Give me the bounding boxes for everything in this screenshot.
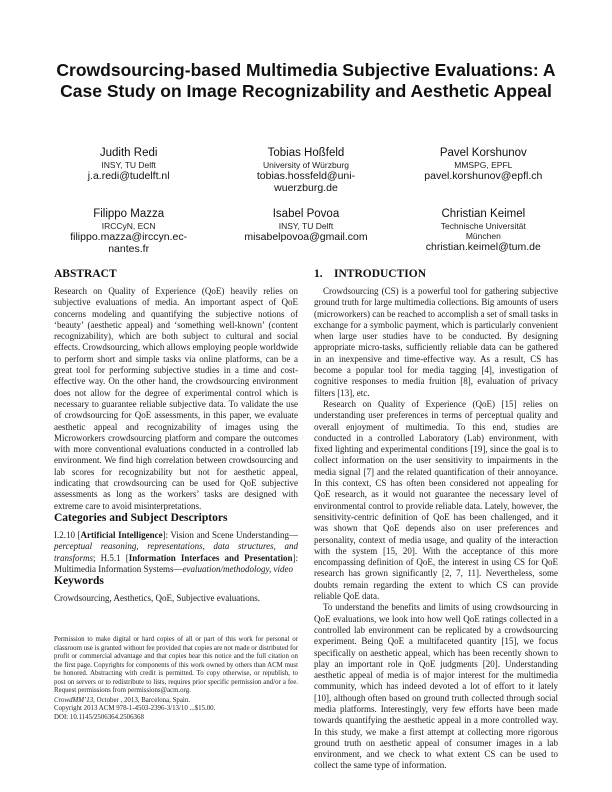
- author-name: Christian Keimel: [441, 208, 526, 220]
- author-affiliation: IRCCyN, ECN: [101, 221, 156, 231]
- authors-grid: [40, 147, 572, 255]
- author-block: [217, 147, 394, 194]
- intro-paragraph-3: To understand the benefits and limits of using crowdsourcing in QoE evaluations, we look into how well QoE ratings collected in a controlled lab environment can be replicated by a crowdsourcing experiment. Being QoE a multifaceted quantity [15], we focus specifically on aesthetic appeal, which has been recently shown to play an important role in QoE judgments [20]. Understanding aesthetic appeal of media is of major interest for the multimedia community, which has indeed devoted a lot of effort to it lately [10], although often based on ground truth collected through social media platforms. Interestingly, very few efforts have been made towards quantifying the aesthetic appeal in a more controlled way. In this study, we make a first attempt at collecting more rigorous ground truth on aesthetic appeal of consumer images in a lab environment, and we check to what extent CS can be used to collect the same type of information.: [314, 602, 558, 771]
- conference-date-location: October , 2013, Barcelona, Spain.: [94, 696, 191, 704]
- author-email: pavel.korshunov@epfl.ch: [424, 170, 543, 182]
- categories-run: ]: Vision and Scene Understanding—: [162, 529, 298, 540]
- author-block: [217, 208, 394, 255]
- author-email: j.a.redi@tudelft.nl: [87, 170, 170, 182]
- doi-line: DOI: 10.1145/2506364.2506368: [54, 713, 144, 721]
- author-affiliation: INSY, TU Delft: [101, 160, 156, 170]
- categories-heading: Categories and Subject Descriptors: [54, 511, 228, 524]
- categories-text: [54, 530, 298, 575]
- categories-run: ; H.5.1 [: [93, 552, 129, 563]
- abstract-text: Research on Quality of Experience (QoE) heavily relies on subjective evaluations of media. An important aspect of QoE concerns modeling and quantifying the subjective notions of ‘beauty’ (aesthetic appeal) and ‘something well-known’ (content recognizability), which are both subject to cultural and social effects. Crowdsourcing, which allows employing people worldwide to perform short and simple tasks via online platforms, can be a great tool for performing subjective studies in a time and cost-effective way. On the other hand, the crowdsourcing environment does not allow for the degree of experimental control which is necessary to guarantee reliable subjective data. To validate the use of crowdsourcing for QoE assessments, in this paper, we evaluate aesthetic appeal and recognizability of images using the Microworkers crowdsourcing platform and compare the outcomes with more conventional evaluations conducted in a controlled lab environment. We find high correlation between crowdsourcing and lab scores for recognizability but not for aesthetic appeal, indicating that crowdsourcing can be used for QoE subjective assessments as long as the workers’ tasks are designed with extreme care to avoid misinterpretations.: [54, 286, 298, 511]
- author-name: Judith Redi: [99, 147, 158, 159]
- paper-title: Crowdsourcing-based Multimedia Subjective Evaluations: A Case Study on Image Recognizability and Aesthetic Appeal: [56, 60, 556, 101]
- categories-run-bold: Information Interfaces and Presentation: [128, 552, 293, 563]
- categories-run: ]: Multimedia Information Systems—: [54, 552, 298, 574]
- author-affiliation: Technische Universität München: [440, 221, 526, 241]
- author-block: [40, 147, 217, 194]
- introduction-heading: [314, 268, 558, 281]
- abstract-heading: ABSTRACT: [54, 268, 117, 280]
- section-title: INTRODUCTION: [334, 268, 427, 280]
- author-email: misabelpovoa@gmail.com: [244, 231, 368, 243]
- categories-run-italic: evaluation/methodology, video: [182, 563, 293, 574]
- keywords-heading: Keywords: [54, 575, 104, 588]
- author-affiliation: University of Würzburg: [263, 160, 349, 170]
- author-email: tobias.hossfeld@uni-wuerzburg.de: [256, 170, 356, 194]
- permission-notice: Permission to make digital or hard copies of all or part of this work for personal or classroom use is granted without fee provided that copies are not made or distributed for profit or commercial advantage and that copies bear this notice and the full citation on the first page. Copyrights for components of this work owned by others than ACM must be honored. Abstracting with credit is permitted. To copy otherwise, or republish, to post on servers or to redistribute to lists, requires prior specific permission and/or a fee. Request permissions from permissions@acm.org.: [54, 636, 298, 694]
- copyright-line: Copyright 2013 ACM 978-1-4503-2396-3/13/10 ...$15.00.: [54, 705, 216, 712]
- section-number: 1.: [314, 268, 323, 280]
- author-name: Filippo Mazza: [93, 208, 165, 220]
- right-column: [314, 268, 558, 772]
- left-column: [54, 268, 298, 604]
- categories-run-italic: perceptual reasoning, representations, data structures, and transforms: [54, 541, 298, 563]
- conference-info: [54, 697, 298, 706]
- categories-run: I.2.10 [: [54, 529, 81, 540]
- author-block: [40, 208, 217, 255]
- author-name: Pavel Korshunov: [439, 147, 527, 159]
- author-name: Isabel Povoa: [272, 208, 340, 220]
- author-block: [395, 208, 572, 255]
- author-name: Tobias Hoßfeld: [267, 147, 345, 159]
- categories-run-bold: Artificial Intelligence: [80, 529, 163, 540]
- intro-paragraph-2: Research on Quality of Experience (QoE) [15] relies on understanding user preferences in terms of perceptual quality and overall enjoyment of multimedia. To this end, studies are conducted in a controlled Laboratory (Lab) environment, with fixed lighting and experimental conditions [19], since the goal is to collect information on the user sensitivity to impairments in the media signal [7] and the related quantification of their annoyance. In this context, CS has often been considered not appealing for QoE research, as it would not guarantee the necessary level of environmental control to provide reliable data. Lately, however, the sensitivity-centric definition of QoE has been challenged, and it was shown that QoE depends also on user preferences and personality, context of media usage, and quality of the interaction with the system [15, 20]. With the acceptance of this more encompassing definition of QoE, the interest in using CS for QoE research has grown significantly [2, 7, 11]. Nevertheless, some doubts remain regarding the extent to which CS can provide reliable QoE data.: [314, 398, 558, 602]
- author-email: filippo.mazza@irccyn.ec-nantes.fr: [70, 231, 188, 255]
- intro-paragraph-1: Crowdsourcing (CS) is a powerful tool for gathering subjective ground truth for large multimedia collections. Big amounts of users (microworkers) can be reached to accomplish a set of small tasks in exchange for a symbolic payment, which is particularly convenient when large user studies have to be conducted. By designing appropriate micro-tasks, sufficiently reliable data can be gathered in an inexpensive and time-effective way. As a result, CS has become a popular tool for media tagging [4], investigation of cognitive responses to media fruition [8], evaluation of privacy filters [13], etc.: [314, 286, 558, 398]
- author-affiliation: MMSPG, EPFL: [454, 160, 513, 170]
- conference-name: CrowdMM’13,: [54, 696, 95, 704]
- permission-block: [54, 636, 298, 722]
- keywords-text: Crowdsourcing, Aesthetics, QoE, Subjective evaluations.: [54, 593, 260, 604]
- author-email: christian.keimel@tum.de: [425, 241, 541, 253]
- author-block: [395, 147, 572, 194]
- author-affiliation: INSY, TU Delft: [278, 221, 334, 231]
